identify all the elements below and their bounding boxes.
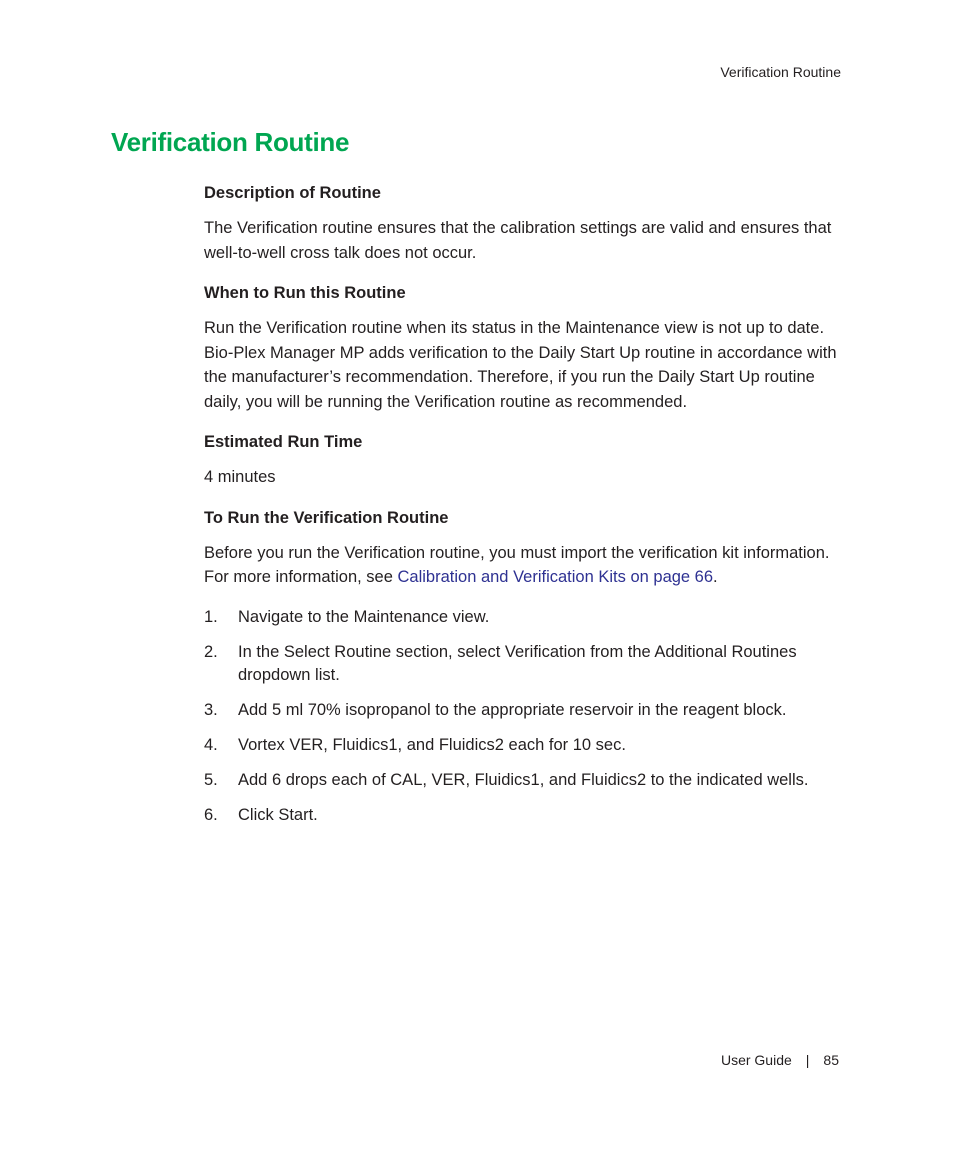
step-text: Click Start.	[238, 805, 318, 824]
list-item	[204, 606, 844, 629]
calibration-kits-link[interactable]: Calibration and Verification Kits on page 66	[397, 568, 714, 586]
estimated-run-time-body: 4 minutes	[204, 468, 276, 486]
description-body: The Verification routine ensures that the calibration settings are valid and ensures that well-to-well cross talk does not occur.	[204, 219, 832, 262]
list-item	[204, 641, 844, 687]
step-number: 6.	[204, 805, 218, 824]
step-text: Navigate to the Maintenance view.	[238, 607, 490, 626]
footer-separator: |	[805, 1052, 810, 1068]
procedure-intro-text: Before you run the Verification routine, you must import the verification kit information. For more information, see	[204, 543, 830, 586]
procedure-heading: To Run the Verification Routine	[204, 508, 449, 527]
step-text: Add 5 ml 70% isopropanol to the appropriate reservoir in the reagent block.	[238, 700, 787, 719]
step-number: 1.	[204, 607, 218, 626]
when-to-run-body: Run the Verification routine when its status in the Maintenance view is not up to date. Bio-Plex Manager MP adds verification to the Daily Start Up routine in accordance with the manufacturer’s recommendation. Therefore, if you run the Daily Start Up routine daily, you will be running the Verification routine as recommended.	[204, 319, 837, 411]
procedure-steps	[204, 606, 844, 827]
step-number: 5.	[204, 770, 218, 789]
footer-guide-label: User Guide	[720, 1052, 792, 1068]
when-to-run-heading: When to Run this Routine	[204, 284, 406, 302]
main-content	[204, 181, 844, 839]
procedure-intro	[204, 541, 844, 590]
step-text: Add 6 drops each of CAL, VER, Fluidics1, and Fluidics2 to the indicated wells.	[238, 770, 809, 789]
step-text: In the Select Routine section, select Verification from the Additional Routines dropdown list.	[238, 642, 797, 684]
page-title: Verification Routine	[111, 127, 350, 157]
page-footer	[721, 1052, 839, 1068]
list-item	[204, 699, 844, 722]
description-heading: Description of Routine	[204, 184, 381, 202]
list-item	[204, 734, 844, 757]
procedure-intro-period: .	[713, 568, 718, 586]
estimated-run-time-heading: Estimated Run Time	[204, 433, 363, 451]
list-item	[204, 804, 844, 827]
step-number: 4.	[204, 735, 218, 754]
page-number: 85	[823, 1052, 839, 1068]
list-item	[204, 769, 844, 792]
step-number: 2.	[204, 642, 218, 661]
step-number: 3.	[204, 700, 218, 719]
running-header: Verification Routine	[720, 64, 841, 80]
step-text: Vortex VER, Fluidics1, and Fluidics2 each for 10 sec.	[238, 735, 626, 754]
